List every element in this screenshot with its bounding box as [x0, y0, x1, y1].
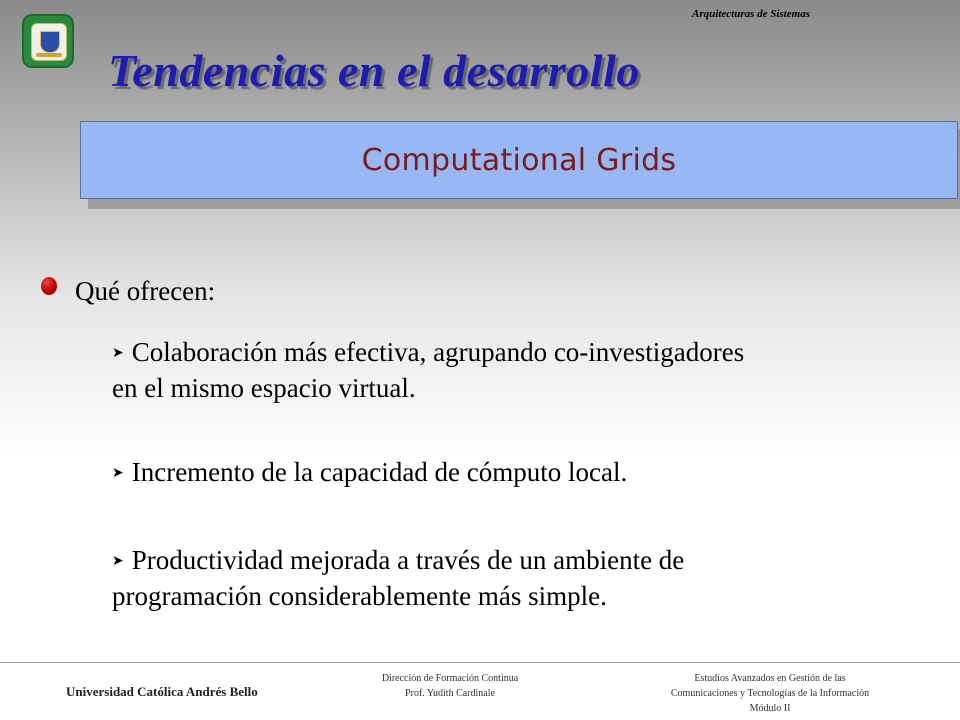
footer-university: Universidad Católica Andrés Bello: [66, 684, 258, 699]
list-item-line: [112, 335, 952, 371]
list-item-text: Incremento de la capacidad de cómputo local.: [131, 457, 628, 487]
course-header: Arquitecturas de Sistemas: [692, 8, 810, 20]
footer-right-line: Estudios Avanzados en Gestión de las: [694, 673, 846, 684]
list-item-line: programación considerablemente más simple.: [112, 581, 607, 611]
footer-right-line: Módulo II: [749, 703, 791, 714]
main-bullet-text: Qué ofrecen:: [75, 276, 216, 306]
seal-inner: [31, 23, 67, 61]
arrow-bullet-icon: ➤: [112, 346, 124, 361]
subtitle-box: [80, 121, 958, 199]
list-item-line: [112, 543, 952, 579]
footer-right: [630, 671, 910, 716]
list-item: [112, 455, 952, 491]
list-item-text: Colaboración más efectiva, agrupando co-investigadores: [131, 337, 745, 367]
footer-right-line: Comunicaciones y Tecnologías de la Información: [670, 688, 870, 699]
seal-ribbon: [36, 53, 62, 57]
slide-title: Tendencias en el desarrollo: [108, 45, 640, 96]
footer-center: [345, 671, 555, 701]
list-item: [112, 543, 952, 613]
subtitle-text: Computational Grids: [361, 142, 677, 178]
arrow-bullet-icon: ➤: [112, 466, 124, 481]
list-item-text: Productividad mejorada a través de un ambiente de: [131, 545, 685, 575]
footer-center-line: Dirección de Formación Continua: [381, 673, 519, 684]
university-seal-icon: [22, 14, 74, 68]
footer-center-line: Prof. Yudith Cardinale: [405, 688, 495, 699]
arrow-bullet-icon: ➤: [112, 554, 124, 569]
list-item: [112, 335, 952, 405]
seal-shield: [40, 31, 60, 53]
list-item-line: [112, 455, 952, 491]
footer-divider: [0, 662, 960, 663]
red-bullet-icon: [41, 277, 57, 295]
list-item-line: en el mismo espacio virtual.: [112, 373, 416, 403]
